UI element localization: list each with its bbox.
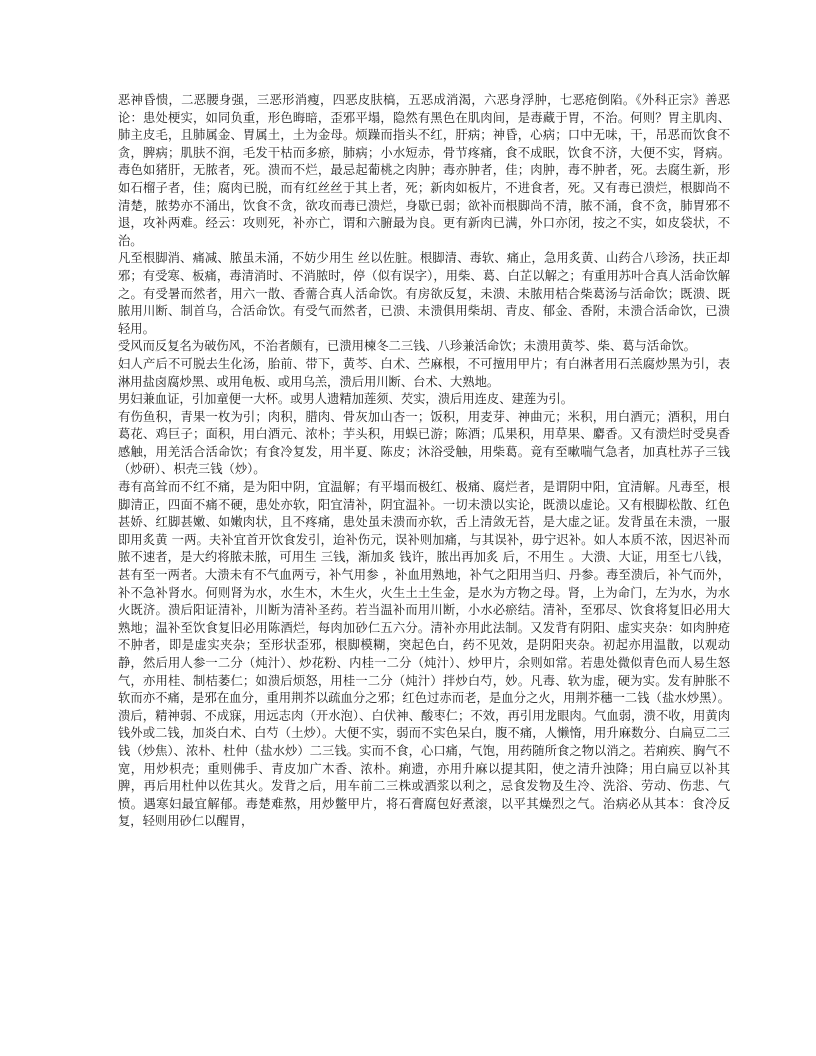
paragraph: 男妇兼血证，引加童便一大杯。或男人遗精加莲须、芡实，溃后用连皮、建莲为引。 (118, 392, 573, 407)
paragraph: 受风而反复名为破伤风，不治者颇有，已溃用楝冬二三钱、八珍兼活命饮；未溃用黄芩、柴、葛与活命饮。 (118, 339, 696, 354)
paragraph: 妇人产后不可脱去生化汤，胎前、带下，黄芩、白术、苎麻根，不可擅用甲片；有白淋者用石羔腐炒黑为引，表淋用盐卤腐炒黑、或用龟板、或用乌羔，溃后用川断、台术、大熟地。 (118, 356, 730, 389)
paragraph: 毒有高耸而不红不痛，是为阳中阴，宜温解；有平塌而极红、极痛、腐烂者，是谓阴中阳，宜清解。凡毒至，根脚清正，四面不痛不硬，患处亦软，阳宜清补，阴宜温补。一切未溃以实论，既溃以虚论。又有根脚松散、红色甚娇、红脚甚嫩、如嫩肉状，且不疼痛，患处虽未溃而亦软，舌上清敛无苔，是大虚之证。发背虽在未溃，一服即用炙黄 一两。夫补宜首开饮食发引，迨补伤元，误补则加痛，与其误补，毋宁迟补。如人本质不浓，因迟补而脓不速者，是大约将脓未脓，可用生 三钱，渐加炙 钱许，脓出再加炙 后，不用生 。大溃、大证，用至七八钱，甚有至一两者。大溃未有不气血两亏，补气用参 ，补血用熟地，补气之阳用当归、丹参。毒至溃后，补气而外，补不急补肾水。何则肾为水，水生木，木生火，火生土土生金，是水为方物之母。肾，上为命门，左为水，为水火既济。溃后阳证清补，川断为清补圣药。若当温补而用川断，小水必瘀结。清补，至邪尽、饮食将复旧必用大熟地；温补至饮食复旧必用陈酒烂，每肉加砂仁五六分。清补亦用此法制。又发背有阴阳、虚实夹杂：如肉肿疮不肿者，即是虚实夹杂；至形状歪邪，根脚模糊，突起色白，药不见效，是阴阳夹杂。初起亦用温散，以观动静，然后用人参一二分（炖汁）、炒花粉、内桂一二分（炖汁）、炒甲片，余则如常。若患处微似青色而人易生怒气，亦用桂、制桔萎仁；如溃后烦怒，用桂一二分（炖汁）拌炒白芍，妙。凡毒、软为虚，硬为实。发有肿胀不软而亦不痛，是邪在血分，重用荆芥以疏血分之邪；红色过赤而老，是血分之火，用荆芥穗一二钱（盐水炒黑）。溃后，精神弱、不成寐，用远志肉（开水泡）、白伏神、酸枣仁；不效，再引用龙眼肉。气血弱，溃不收，用黄肉钱外或二钱，加炎白术、白芍（土炒）。大便不实，弱而不实色呆白，腹不痛，人懒惰，用升麻数分、白扁豆二三钱（炒焦）、浓朴、杜仲（盐水炒）二三钱。实而不食，心口痛，气饱，用药随所食之物以消之。若痢疾、胸气不宽，用炒枳壳；重则佛手、青皮加广木香、浓朴。痢遗，亦用升麻以提其阳，使之清升浊降；用白扁豆以补其脾，再后用杜仲以佐其火。发背之后，用车前二三株或酒浆以利之，忌食发物及生冷、洗浴、劳动、伤悲、气愤。遇寒妇最宜解郁。毒楚难熬，用炒鳖甲片，将石膏腐包好煮滚，以平其燥烈之气。治病必从其本：食冷反复，轻则用砂仁以醒胃， (118, 480, 730, 829)
paragraph: 有伤鱼积，青果一枚为引；肉积，腊肉、骨灰加山杏一；饭积，用麦芽、神曲元；米积，用白酒元；酒积，用白葛花、鸡巨子；面积，用白酒元、浓朴；芋头积，用蜈已游；陈酒；瓜果积，用草果、麝香。又有溃烂时受臭香感触，用羌活合活命饮；有食冷复发，用半夏、陈皮；沐浴受触，用柴葛。竟有至嗽喘气急者，加真杜苏子三钱（炒研）、枳壳三钱（炒）。 (118, 409, 730, 477)
paragraph: 恶神昏愦，二恶腰身强，三恶形消瘦，四恶皮肤槁，五恶成消渴，六恶身浮肿，七恶疮倒陷。《外科正宗》善恶论：患处梗实，如同负重，形色晦暗，歪邪平塌，隐然有黑色在肌肉间，是毒藏于胃，不治。何则？胃主肌肉、肺主皮毛，且肺属金、胃属土，土为金母。烦躁而指头不红，肝病；神昏，心病；口中无味，干，吊恶而饮食不贪，脾病；肌肤不润，毛发干枯而多瘀，肺病；小水短赤，骨节疼痛，食不成眠，饮食不济，大便不实，肾病。毒色如猪肝，无脓者，死。溃而不烂，最忌起葡桃之肉肿；毒亦肿者，佳；肉肿，毒不肿者，死。去腐生新，形如石榴子者，佳；腐肉已脱，而有红丝丝于其上者，死；新肉如板片，不进食者，死。又有毒已溃烂，根脚尚不清楚，脓势亦不涌出，饮食不贪，欲攻而毒已溃烂，身歇已弱；欲补而根脚尚不清，脓不涌，食不贪，肺胃邪不退，攻补两难。经云：攻则死，补亦亡，谓和六腑最为良。更有新肉已满，外口亦闭，按之不实，如皮袋状，不治。 (118, 93, 730, 248)
document-body (118, 92, 730, 831)
paragraph: 凡至根脚消、痛减、脓虽未涌，不妨少用生 丝以佐脏。根脚清、毒软、痛止，急用炙黄、山药合八珍汤，扶正却邪；有受寒、板痛，毒清消时、不消脓时，停（似有误字），用柴、葛、白芷以解之；有重用苏叶合真人活命饮解之。有受暑而然者，用六一散、香薷合真人活命饮。有房欲反复，未溃、未脓用桔合柴葛汤与活命饮；既溃、既脓用川断、制首乌，合活命饮。有受气而然者，已溃、未溃俱用柴胡、青皮、郁金、香附，未溃合活命饮，已溃轻用。 (118, 251, 730, 336)
